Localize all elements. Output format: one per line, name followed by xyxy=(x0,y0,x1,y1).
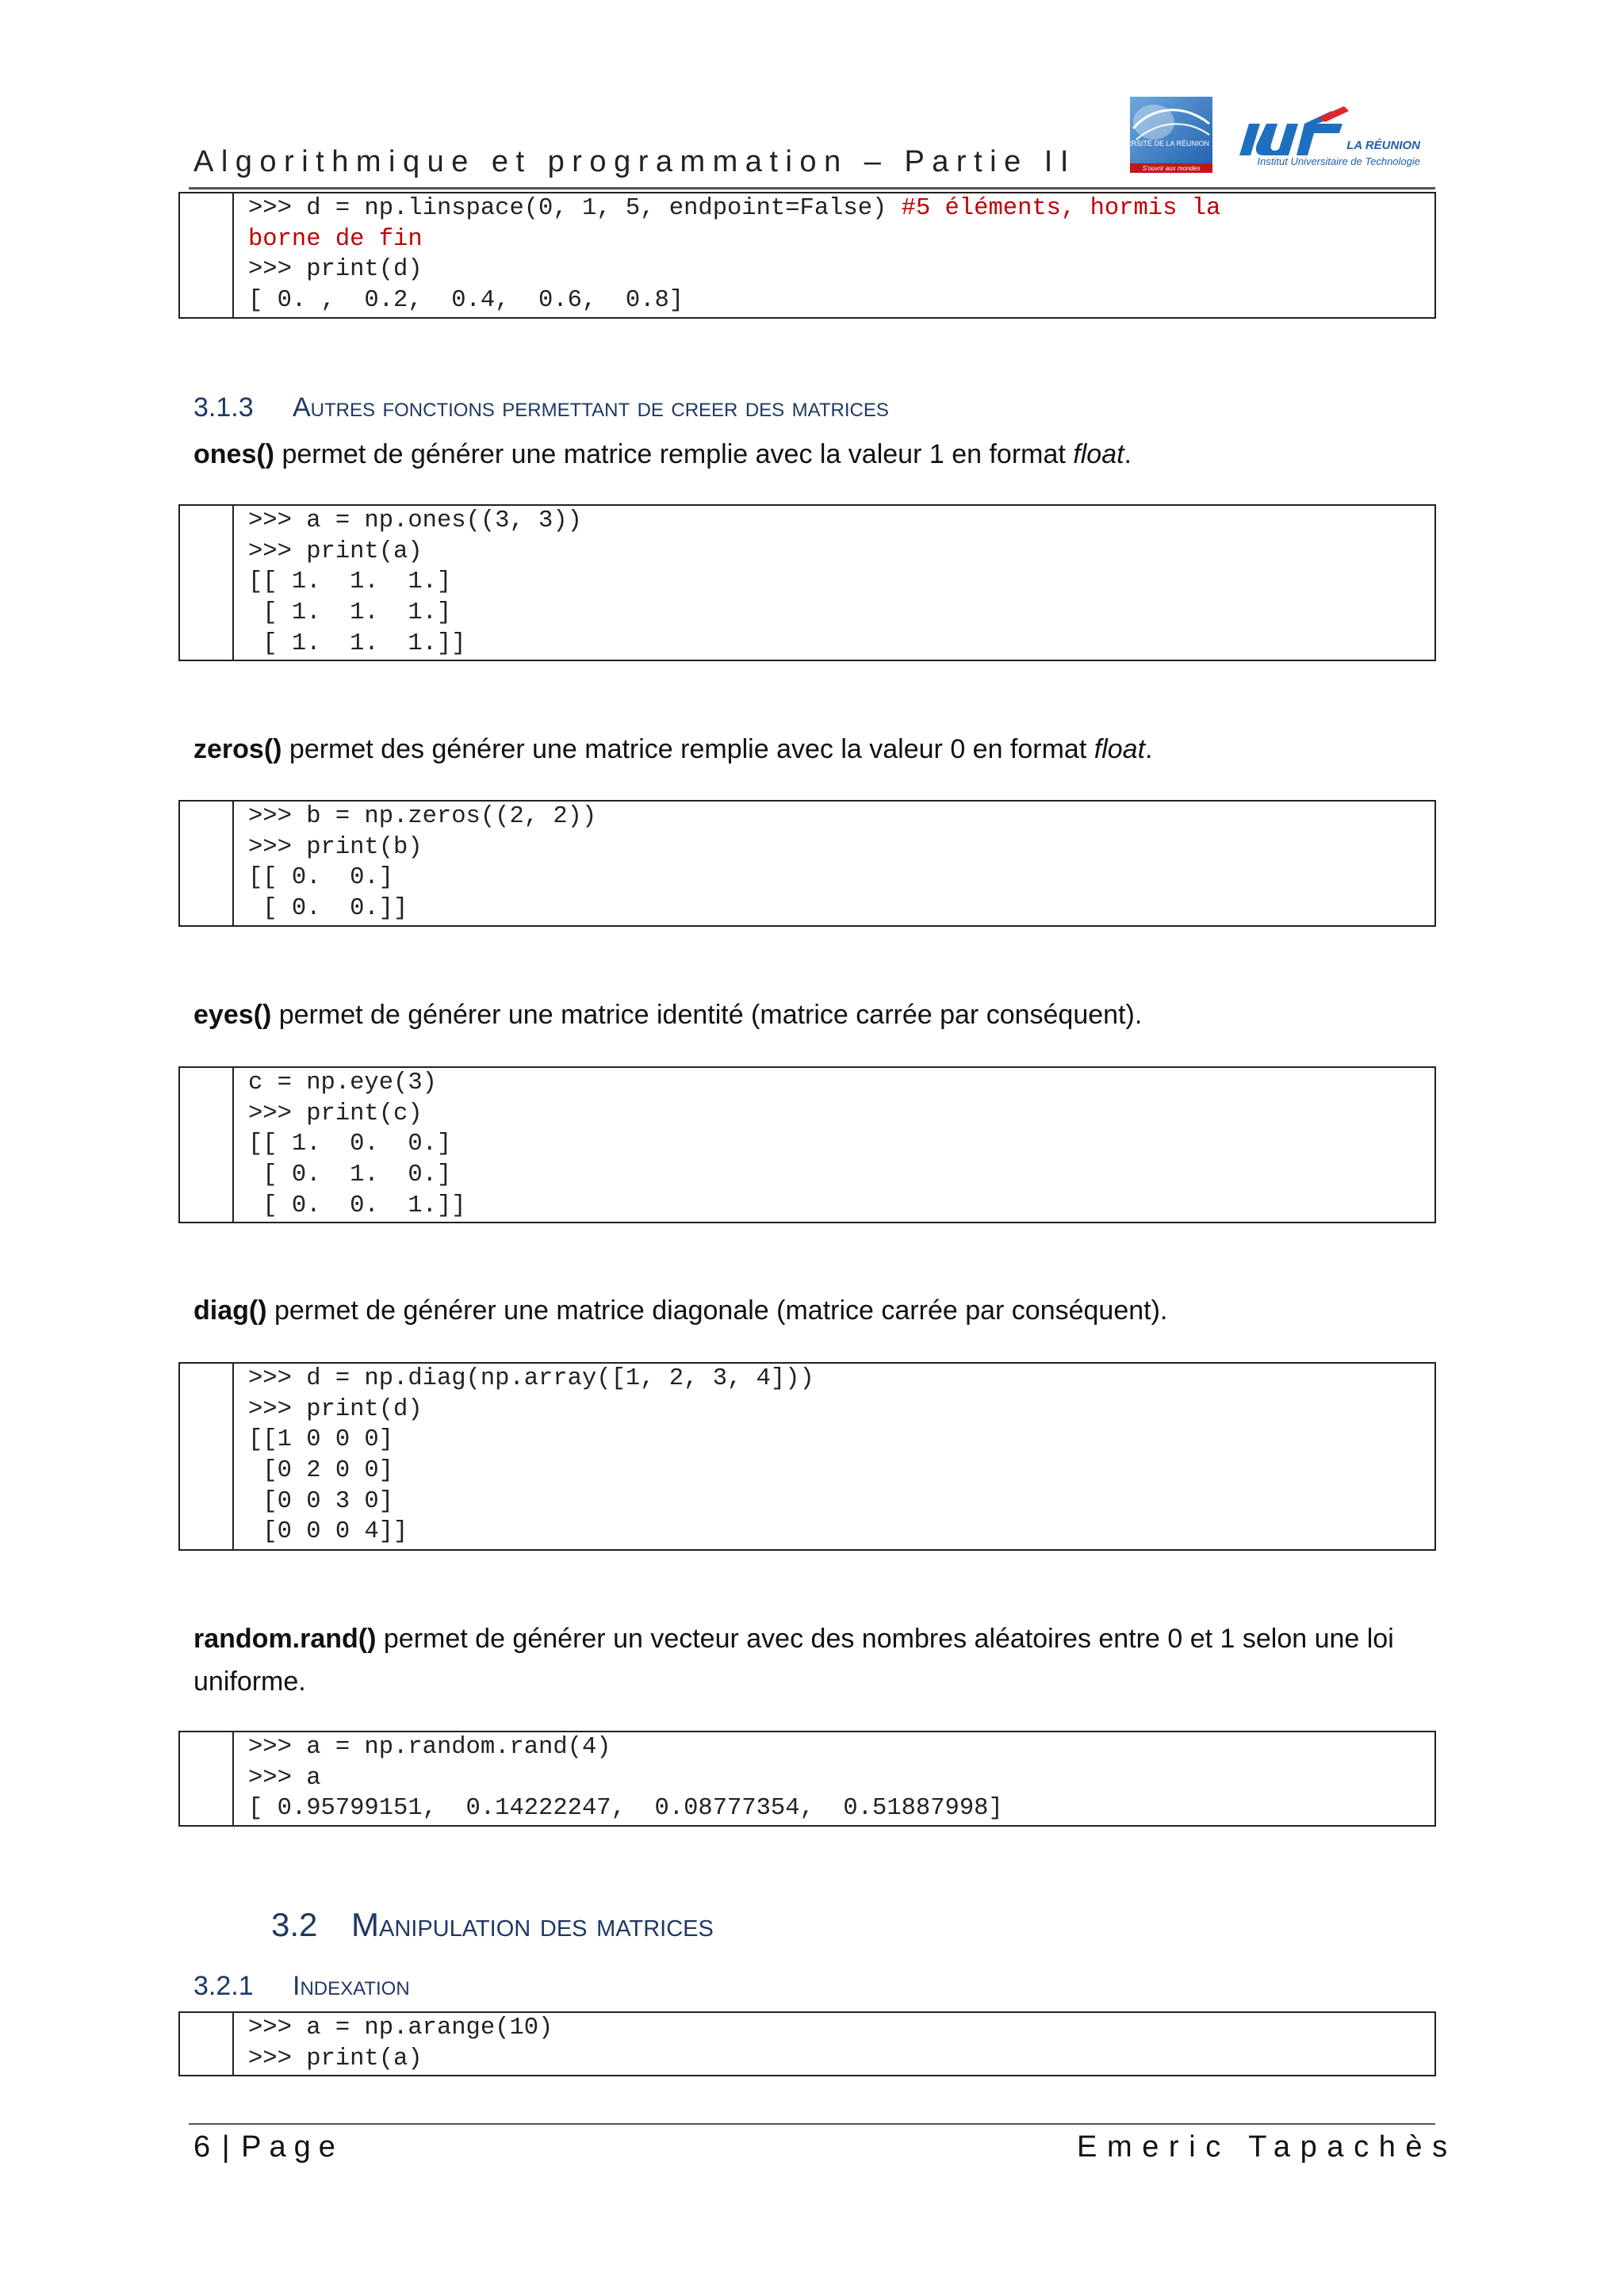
code-line: [ 1. 1. 1.]] xyxy=(248,629,466,657)
code-line: [ 0. 1. 0.] xyxy=(248,1161,452,1189)
code-block-eyes xyxy=(178,1066,1436,1223)
code-line: [0 0 3 0] xyxy=(248,1487,394,1515)
code-block-linspace xyxy=(178,192,1436,319)
page-number: 6 | Page xyxy=(193,2130,343,2164)
code-line: >>> print(a) xyxy=(248,2045,423,2072)
section-number: 3.1.3 xyxy=(193,392,254,423)
function-name: ones() xyxy=(193,439,274,469)
code-line: [ 1. 1. 1.] xyxy=(248,599,452,627)
code-line: borne de fin xyxy=(248,225,423,253)
code-line: >>> d = np.linspace(0, 1, 5, endpoint=False) #5 éléments, hormis la xyxy=(248,195,1221,222)
paragraph-zeros: zeros() permet des générer une matrice remplie avec la valeur 0 en format float. xyxy=(193,734,1153,764)
section-title: Autres fonctions permettant de creer des matrices xyxy=(293,392,889,423)
code-gutter xyxy=(180,2013,234,2075)
code-line: >>> print(d) xyxy=(248,1395,423,1423)
code-line: >>> b = np.zeros((2, 2)) xyxy=(248,803,597,830)
code-gutter xyxy=(180,193,234,317)
code-line: >>> print(b) xyxy=(248,833,423,861)
function-name: zeros() xyxy=(193,734,282,764)
section-number: 3.2.1 xyxy=(193,1971,254,2001)
code-block-arange xyxy=(178,2011,1436,2076)
code-gutter xyxy=(180,1732,234,1825)
paragraph-diag: diag() permet de générer une matrice diagonale (matrice carrée par conséquent). xyxy=(193,1295,1168,1326)
code-block-diag xyxy=(178,1362,1436,1551)
code-line: [[ 1. 1. 1.] xyxy=(248,568,452,596)
code-line: >>> print(d) xyxy=(248,256,423,284)
code-line: >>> a xyxy=(248,1764,321,1792)
header-rule xyxy=(189,187,1435,189)
code-block-ones xyxy=(178,504,1436,661)
section-heading-3-2 xyxy=(271,1906,714,1944)
function-name: diag() xyxy=(193,1295,267,1326)
paragraph-random-rand: random.rand() permet de générer un vecteur avec des nombres aléatoires entre 0 et 1 selon une loi uniforme. xyxy=(193,1624,1394,1697)
section-heading-3-1-3 xyxy=(193,392,889,423)
code-line: >>> print(c) xyxy=(248,1100,423,1127)
code-line: >>> a = np.random.rand(4) xyxy=(248,1734,611,1761)
code-line: >>> print(a) xyxy=(248,538,423,565)
university-logo xyxy=(1109,97,1212,173)
code-line: [[1 0 0 0] xyxy=(248,1426,394,1454)
code-line: >>> d = np.diag(np.array([1, 2, 3, 4])) xyxy=(248,1365,814,1392)
code-line: >>> a = np.arange(10) xyxy=(248,2015,553,2042)
code-line: [[ 1. 0. 0.] xyxy=(248,1131,452,1158)
function-name: random.rand() xyxy=(193,1624,377,1654)
code-line: [ 0. 0. 1.]] xyxy=(248,1192,466,1219)
function-name: eyes() xyxy=(193,1000,272,1030)
code-gutter xyxy=(180,506,234,660)
code-gutter xyxy=(180,802,234,925)
code-gutter xyxy=(180,1364,234,1549)
document-running-title: Algorithmique et programmation – Partie II xyxy=(193,145,1076,178)
code-block-random xyxy=(178,1731,1436,1827)
code-comment: #5 éléments, hormis la xyxy=(901,195,1221,222)
code-line: [[ 0. 0.] xyxy=(248,864,394,892)
paragraph-ones: ones() permet de générer une matrice remplie avec la valeur 1 en format float. xyxy=(193,439,1132,469)
iut-logo-sub1: LA RÉUNION xyxy=(1346,139,1420,152)
section-title: Manipulation des matrices xyxy=(351,1906,714,1943)
code-line: [0 2 0 0] xyxy=(248,1457,394,1485)
footer-rule xyxy=(189,2123,1435,2125)
section-number: 3.2 xyxy=(271,1906,318,1943)
univ-logo-slogan: S'ouvrir aux mondes xyxy=(1142,165,1201,172)
footer-author: Emeric Tapachès xyxy=(1077,2130,1457,2164)
code-line: [ 0. 0.]] xyxy=(248,895,408,923)
code-gutter xyxy=(180,1068,234,1222)
iut-logo-sub2: Institut Universitaire de Technologie xyxy=(1257,155,1420,167)
code-line: >>> a = np.ones((3, 3)) xyxy=(248,507,582,534)
code-line: [ 0.95799151, 0.14222247, 0.08777354, 0.51887998] xyxy=(248,1795,1003,1823)
code-block-zeros xyxy=(178,800,1436,927)
section-title: Indexation xyxy=(293,1971,410,2001)
iut-logo xyxy=(1231,100,1422,176)
section-heading-3-2-1 xyxy=(193,1971,410,2002)
code-line: [ 0. , 0.2, 0.4, 0.6, 0.8] xyxy=(248,287,684,315)
code-line: [0 0 0 4]] xyxy=(248,1518,408,1546)
paragraph-eyes: eyes() permet de générer une matrice identité (matrice carrée par conséquent). xyxy=(193,1000,1143,1030)
code-line: c = np.eye(3) xyxy=(248,1070,437,1096)
univ-logo-text-1: UNIVERSITÉ DE LA RÉUNION xyxy=(1109,140,1209,147)
